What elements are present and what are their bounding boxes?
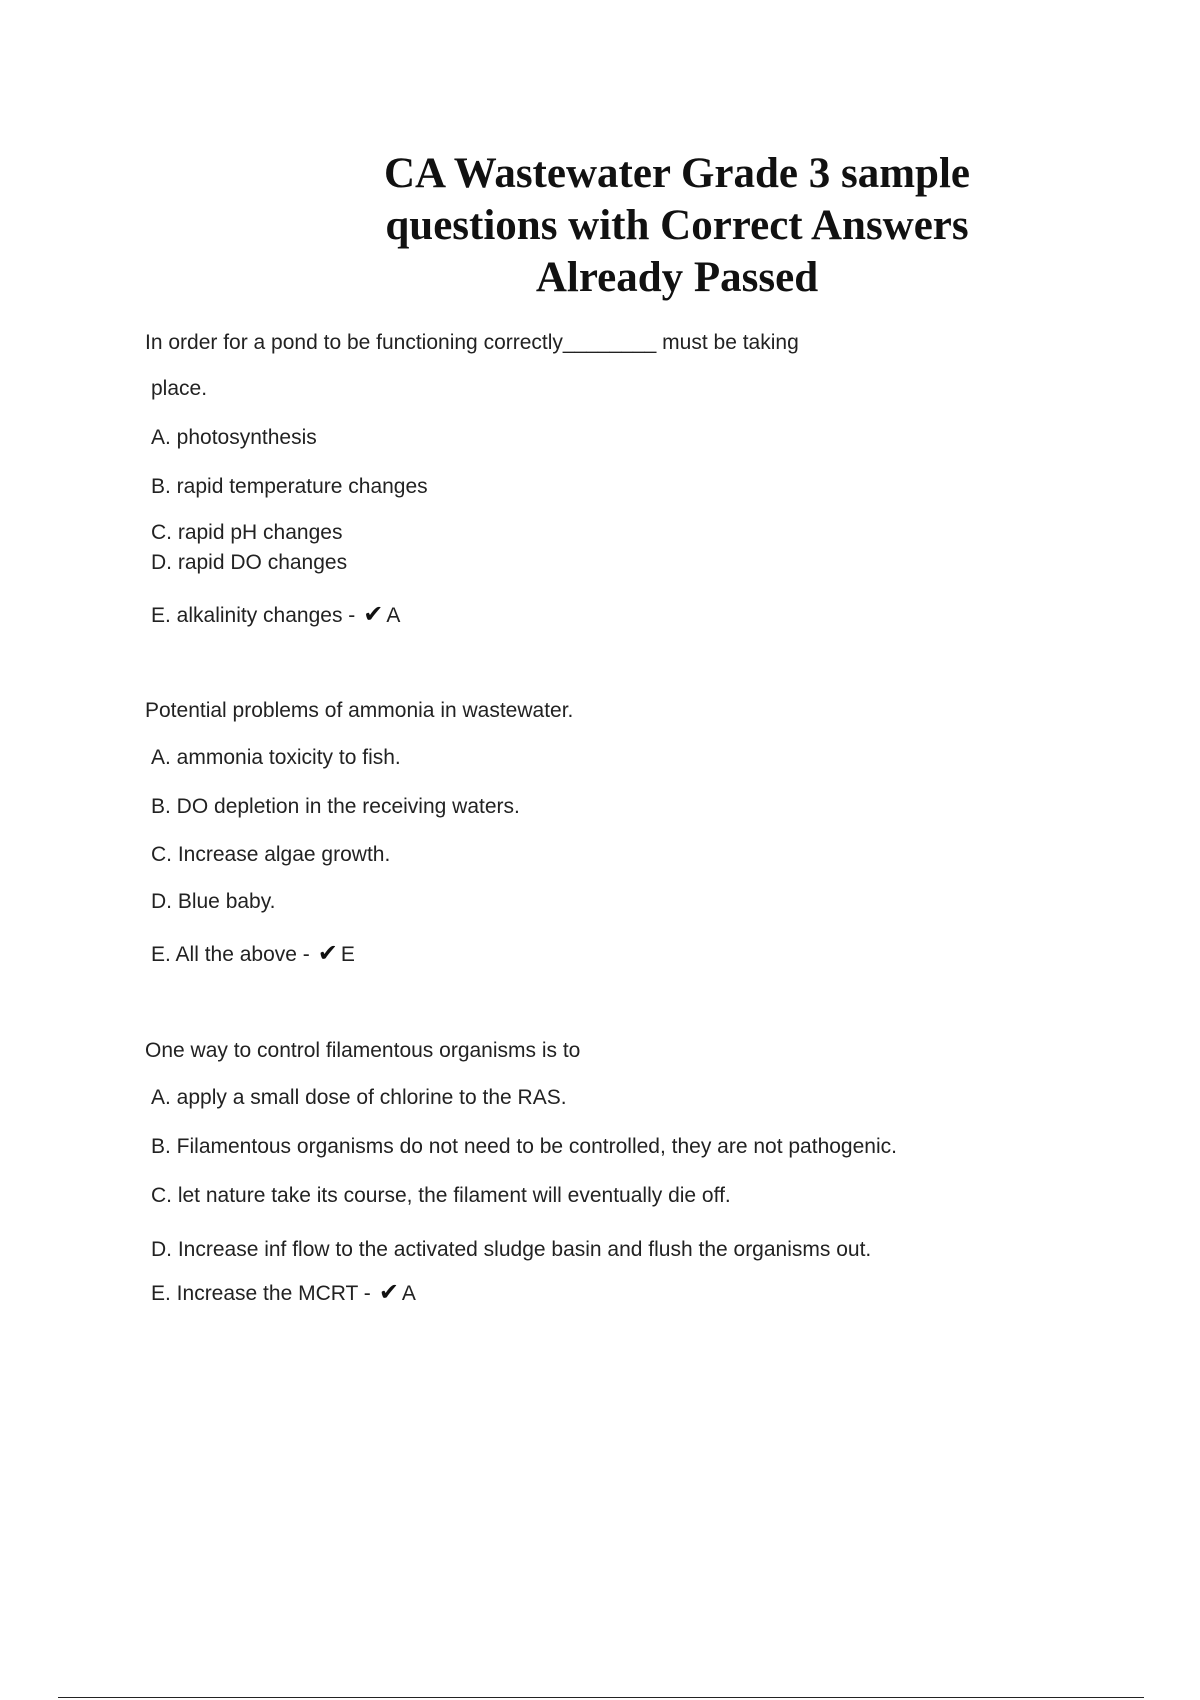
question-1-option-c: C. rapid pH changes xyxy=(151,521,343,544)
checkmark-icon: ✔ xyxy=(317,940,338,967)
question-2-prompt: Potential problems of ammonia in wastewater. xyxy=(145,699,574,722)
question-1-option-b: B. rapid temperature changes xyxy=(151,475,428,498)
question-1-option-e-row xyxy=(151,602,400,629)
question-2-option-b: B. DO depletion in the receiving waters. xyxy=(151,795,520,818)
question-1-prompt-continued: place. xyxy=(151,377,208,400)
question-1-prompt: In order for a pond to be functioning correctly________ must be taking xyxy=(145,331,799,354)
document-title xyxy=(372,148,982,304)
footer-divider xyxy=(58,1697,1144,1698)
question-3-option-e: E. Increase the MCRT - xyxy=(151,1282,371,1305)
checkmark-icon: ✔ xyxy=(363,601,384,628)
question-3-option-d: D. Increase inf flow to the activated sludge basin and flush the organisms out. xyxy=(151,1238,872,1261)
question-2-option-c: C. Increase algae growth. xyxy=(151,843,391,866)
question-3-option-c: C. let nature take its course, the filament will eventually die off. xyxy=(151,1184,731,1207)
question-1-answer: A xyxy=(386,604,401,627)
question-3-option-b: B. Filamentous organisms do not need to be controlled, they are not pathogenic. xyxy=(151,1135,897,1158)
question-2-answer: E xyxy=(340,943,355,966)
question-3-option-a: A. apply a small dose of chlorine to the RAS. xyxy=(151,1086,567,1109)
question-1-option-a: A. photosynthesis xyxy=(151,426,317,449)
question-2-option-d: D. Blue baby. xyxy=(151,890,276,913)
question-1-option-d: D. rapid DO changes xyxy=(151,551,348,574)
question-2-option-e: E. All the above - xyxy=(151,943,310,966)
question-3-option-e-row xyxy=(151,1280,416,1307)
title-line-2: questions with Correct Answers xyxy=(385,202,969,249)
title-line-1: CA Wastewater Grade 3 sample xyxy=(383,150,971,197)
question-3-answer: A xyxy=(401,1282,416,1305)
question-2-option-e-row xyxy=(151,941,355,968)
question-1-option-e: E. alkalinity changes - xyxy=(151,604,356,627)
title-line-3: Already Passed xyxy=(535,254,819,301)
checkmark-icon: ✔ xyxy=(378,1279,399,1306)
question-3-prompt: One way to control filamentous organisms is to xyxy=(145,1039,581,1062)
question-2-option-a: A. ammonia toxicity to fish. xyxy=(151,746,401,769)
